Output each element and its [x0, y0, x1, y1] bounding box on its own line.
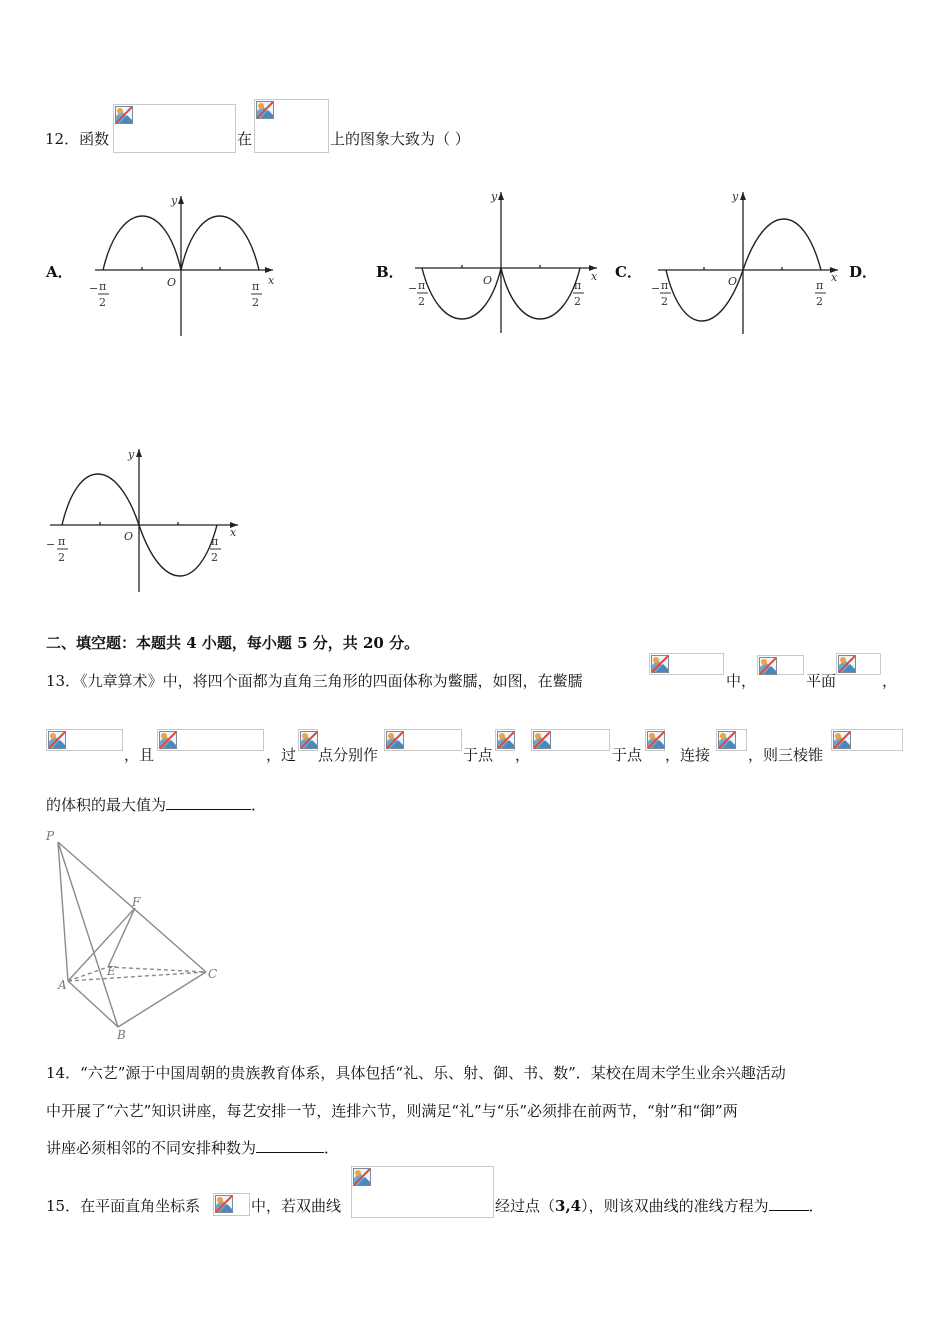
- q14-number: 14．: [46, 1064, 81, 1082]
- image-icon: [48, 731, 66, 749]
- formula-image: [495, 729, 515, 751]
- svg-text:2: 2: [58, 551, 65, 564]
- graph-d: [42, 444, 252, 596]
- svg-text:π: π: [252, 280, 260, 293]
- y-label: y: [171, 194, 178, 207]
- option-a-label[interactable]: A．: [46, 263, 73, 281]
- image-icon: [353, 1168, 371, 1186]
- formula-image: [716, 729, 747, 751]
- svg-text:π: π: [574, 279, 582, 292]
- y-arrow-icon: [498, 192, 504, 200]
- interval-image: [254, 99, 329, 153]
- formula-image: [384, 729, 462, 751]
- point-a-label: A: [58, 978, 67, 992]
- image-icon: [833, 731, 851, 749]
- formula-image: [157, 729, 264, 751]
- svg-text:−: −: [651, 282, 661, 295]
- y-arrow-icon: [136, 449, 142, 457]
- image-icon: [838, 655, 856, 673]
- svg-text:π: π: [211, 535, 219, 548]
- formula-image: [113, 104, 236, 153]
- y-arrow-icon: [740, 192, 746, 200]
- svg-text:2: 2: [574, 295, 581, 308]
- svg-text:−: −: [408, 282, 418, 295]
- formula-image: [298, 729, 318, 751]
- q14-line-2: 中开展了“六艺”知识讲座，每艺安排一节，连排六节，则满足“礼”与“乐”必须排在前两节，“射”和“御”两: [46, 1102, 738, 1120]
- svg-text:O: O: [483, 274, 493, 287]
- svg-text:O: O: [728, 275, 738, 288]
- image-icon: [647, 731, 665, 749]
- q13-line-1: 13．《九章算术》中，将四个面都为直角三角形的四面体称为鳖臑，如图，在鳖臑: [46, 672, 583, 690]
- q12-text-2: 在: [237, 130, 253, 148]
- svg-text:π: π: [58, 535, 66, 548]
- q15-line-tail: 经过点（3,4），则该双曲线的准线方程为 ．: [495, 1197, 824, 1215]
- formula-image: [46, 729, 123, 751]
- formula-image: [757, 655, 804, 675]
- point-e-label: E: [107, 964, 116, 978]
- formula-image: [649, 653, 724, 675]
- point-p-label: P: [46, 829, 55, 843]
- svg-text:x: x: [230, 526, 237, 539]
- q14-line-1: 14．“六艺”源于中国周朝的贵族教育体系，具体包括“礼、乐、射、御、书、数”．某校在周末学生业余兴趣活动: [46, 1064, 786, 1082]
- svg-text:π: π: [661, 279, 669, 292]
- svg-text:O: O: [124, 530, 134, 543]
- option-c-label[interactable]: C．: [615, 263, 642, 281]
- image-icon: [718, 731, 736, 749]
- image-icon: [497, 731, 515, 749]
- image-icon: [533, 731, 551, 749]
- formula-image: [213, 1193, 250, 1216]
- point-f-label: F: [132, 895, 141, 909]
- svg-text:x: x: [831, 271, 838, 284]
- image-icon: [300, 731, 318, 749]
- formula-image: [531, 729, 610, 751]
- y-arrow-icon: [178, 196, 184, 204]
- point-b-label: B: [117, 1028, 126, 1042]
- svg-text:2: 2: [418, 295, 425, 308]
- graph-b: [405, 188, 605, 340]
- answer-blank: [256, 1138, 324, 1153]
- q12-number: 12．: [45, 130, 80, 148]
- q12-line: [45, 128, 109, 149]
- point-value: 3,4: [555, 1197, 582, 1215]
- section-heading: 二、填空题：本题共 4 小题，每小题 5 分，共 20 分。: [46, 634, 420, 652]
- svg-text:2: 2: [816, 295, 823, 308]
- q12-text-1: 函数: [79, 130, 110, 148]
- origin-label: O: [167, 276, 177, 289]
- svg-text:2: 2: [99, 296, 106, 309]
- graph-a: [85, 188, 285, 340]
- formula-image: [645, 729, 665, 751]
- q15-number: 15．: [46, 1197, 81, 1215]
- svg-text:2: 2: [252, 296, 259, 309]
- image-icon: [256, 101, 274, 119]
- q13-line-3: 的体积的最大值为 ．: [46, 796, 267, 814]
- svg-text:y: y: [732, 190, 739, 203]
- q15-line: 15．在平面直角坐标系: [46, 1197, 201, 1215]
- svg-text:−: −: [89, 282, 99, 295]
- formula-image: [836, 653, 881, 675]
- option-b-label[interactable]: B．: [376, 263, 404, 281]
- answer-blank: [166, 795, 251, 810]
- q13-number: 13．: [46, 672, 81, 690]
- svg-text:2: 2: [211, 551, 218, 564]
- image-icon: [159, 731, 177, 749]
- svg-text:y: y: [128, 448, 135, 461]
- answer-blank: [769, 1196, 809, 1211]
- x-label: x: [268, 274, 275, 287]
- svg-text:y: y: [491, 190, 498, 203]
- image-icon: [759, 657, 777, 675]
- graph-c: [648, 188, 848, 340]
- svg-text:π: π: [816, 279, 824, 292]
- point-c-label: C: [208, 967, 218, 981]
- x-arrow-icon: [265, 267, 273, 273]
- svg-text:x: x: [591, 270, 598, 283]
- option-d-label[interactable]: D．: [849, 263, 878, 281]
- image-icon: [651, 655, 669, 673]
- tetrahedron-figure: [38, 828, 238, 1046]
- formula-image: [831, 729, 903, 751]
- formula-image: [351, 1166, 494, 1218]
- svg-text:2: 2: [661, 295, 668, 308]
- svg-text:−: −: [46, 538, 56, 551]
- q14-line-3: 讲座必须相邻的不同安排种数为 ．: [46, 1139, 340, 1157]
- image-icon: [386, 731, 404, 749]
- svg-text:π: π: [99, 280, 107, 293]
- image-icon: [215, 1195, 233, 1213]
- q12-text-3: 上的图象大致为（ ）: [330, 130, 470, 148]
- svg-text:π: π: [418, 279, 426, 292]
- image-icon: [115, 106, 133, 124]
